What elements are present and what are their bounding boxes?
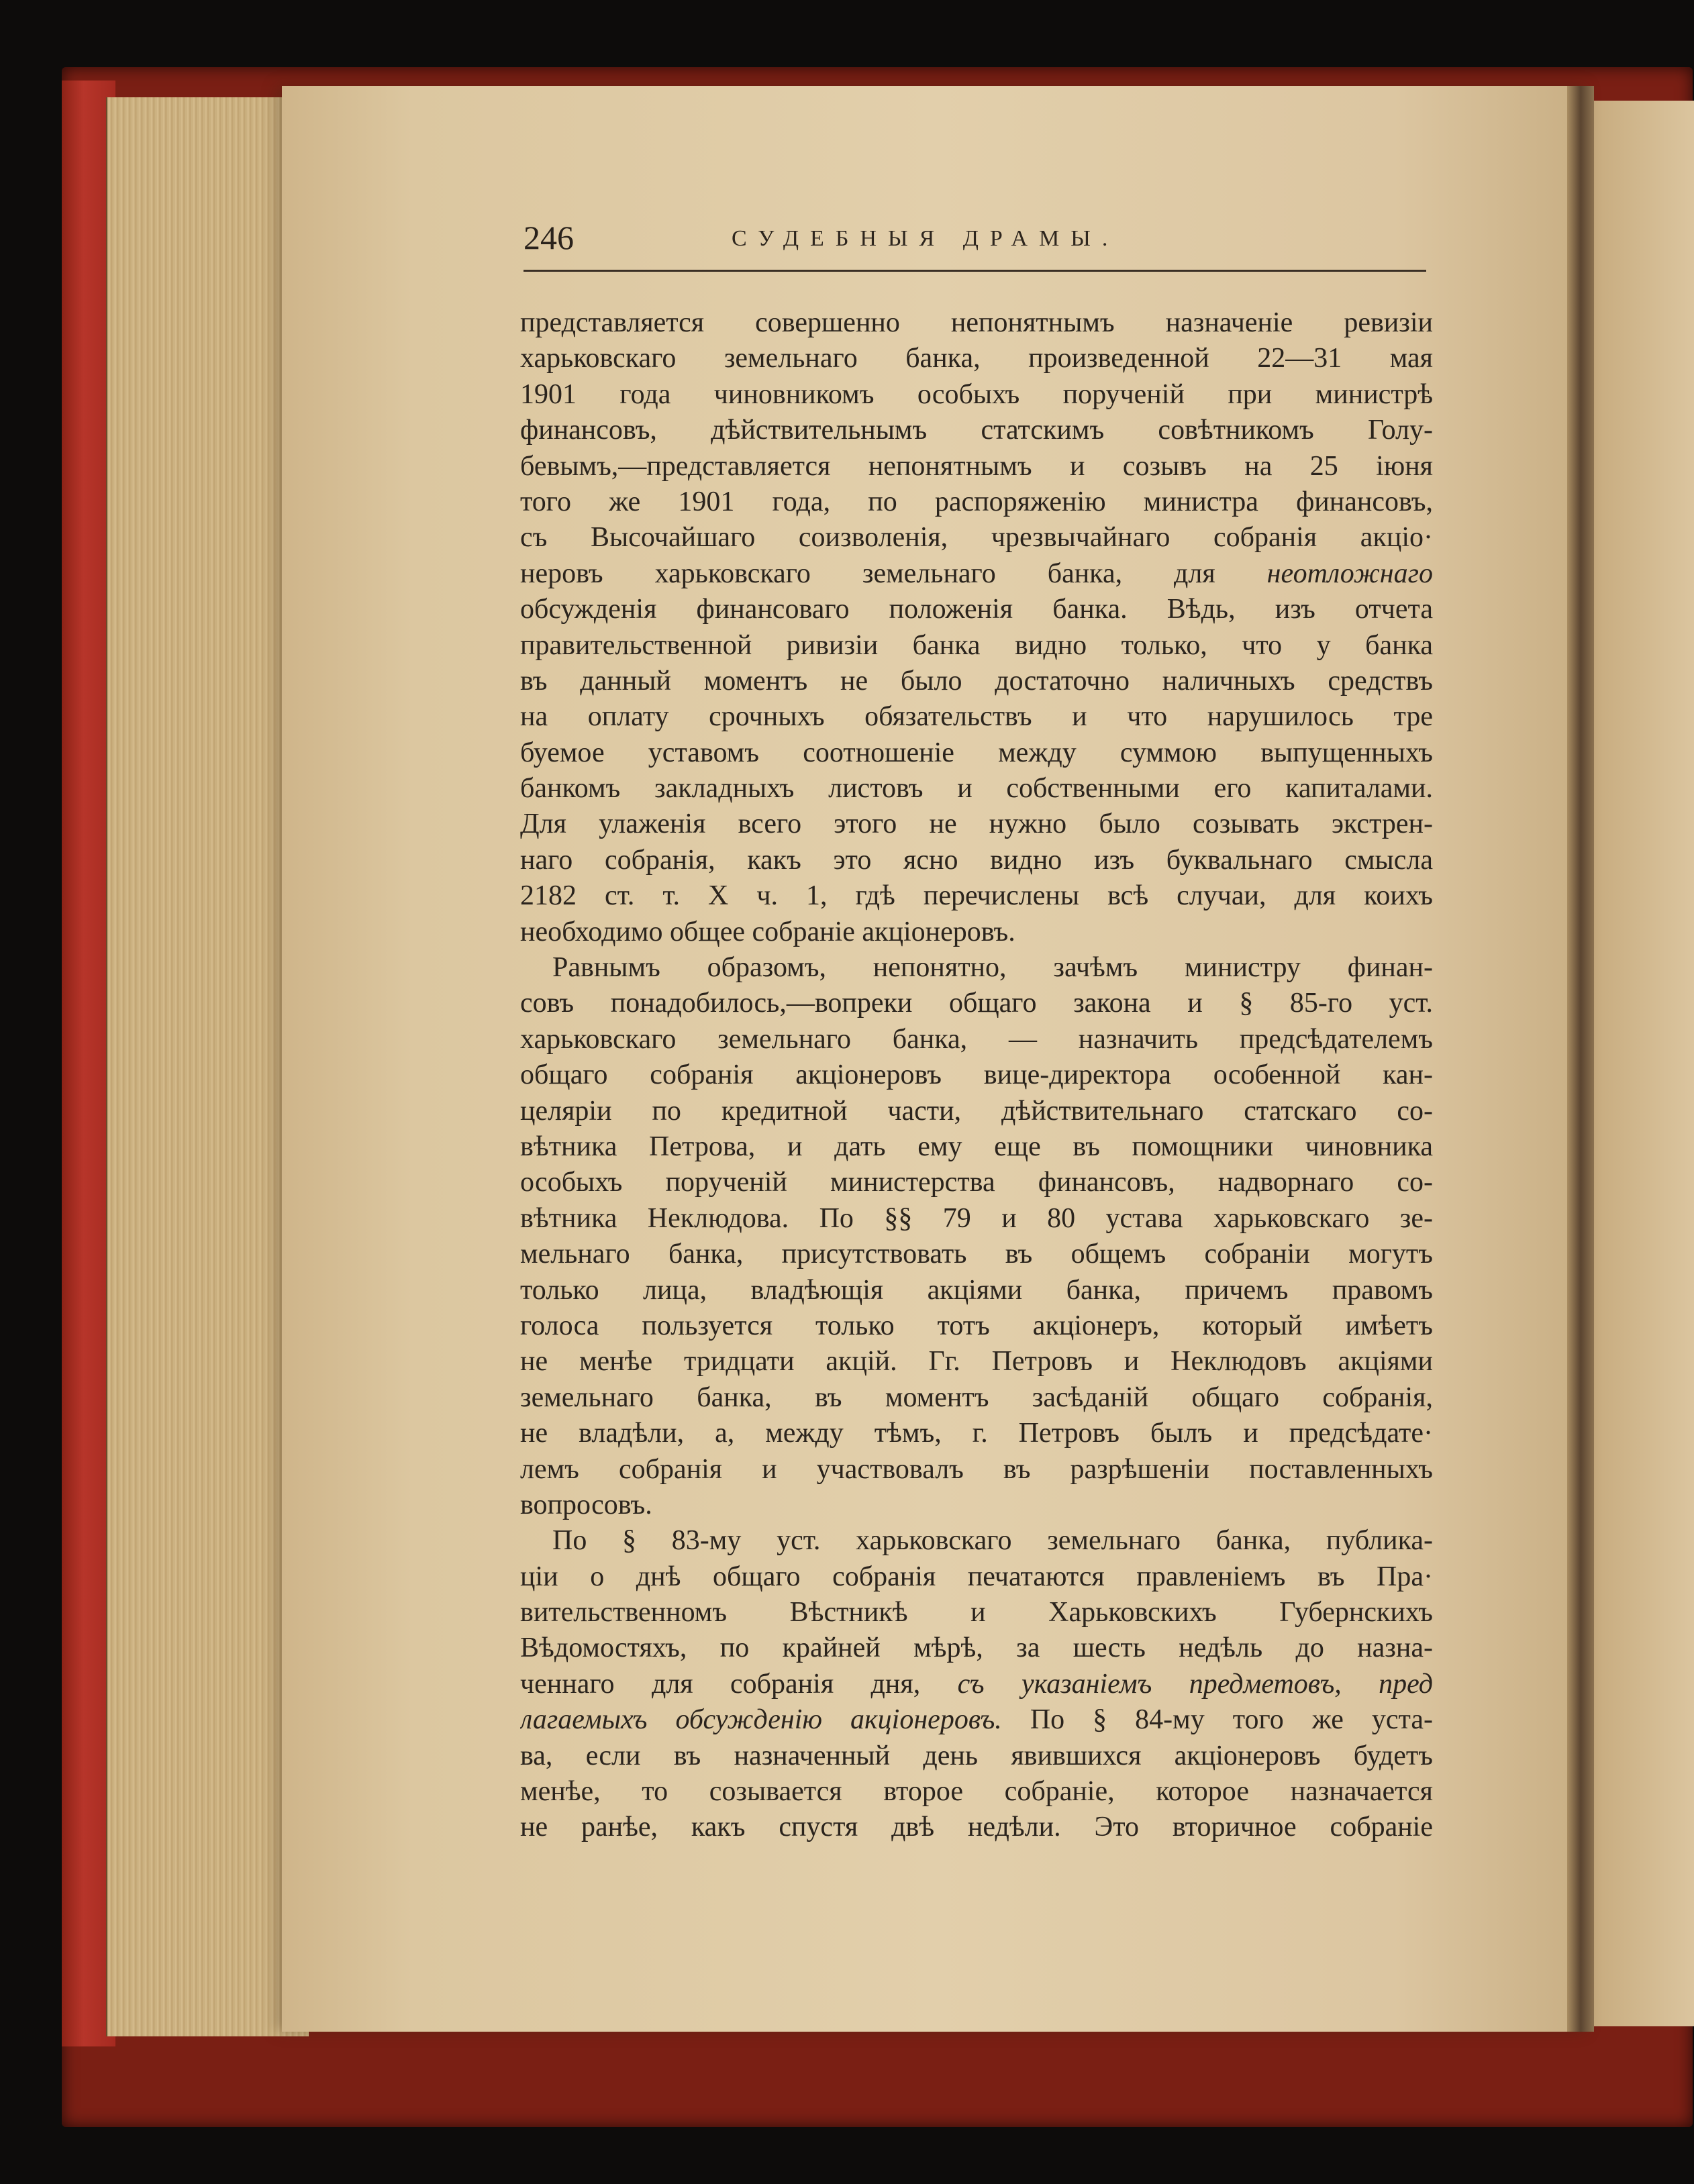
text-line — [520, 520, 1433, 556]
page-number: 246 — [524, 219, 574, 256]
text-line — [520, 1452, 1433, 1488]
text-line — [520, 1237, 1433, 1272]
line-text: земельнаго банка, въ моментъ засѣданій общаго собранія, — [520, 1382, 1433, 1413]
text-line — [520, 950, 1433, 986]
text-line — [520, 484, 1433, 520]
line-text: особыхъ порученій министерства финансовъ, надворнаго со- — [520, 1167, 1433, 1198]
text-line — [520, 915, 1433, 950]
line-text: вѣтника Петрова, и дать ему еще въ помощники чиновника — [520, 1131, 1433, 1162]
line-text: ва, если въ назначенный день явившихся акціонеровъ будетъ — [520, 1740, 1433, 1771]
text-line — [520, 1702, 1433, 1738]
text-line — [520, 699, 1433, 735]
text-line — [520, 1022, 1433, 1057]
text-line — [520, 628, 1433, 664]
line-text: совъ понадобилось,—вопреки общаго закона и § 85-го уст. — [520, 988, 1433, 1019]
text-line — [520, 1667, 1433, 1702]
text-line — [520, 1094, 1433, 1129]
italic-text: съ указаніемъ предметовъ, пред — [957, 1668, 1433, 1700]
line-text: Вѣдомостяхъ, по крайней мѣрѣ, за шесть недѣль до назна- — [520, 1632, 1433, 1664]
line-text: Для улаженія всего этого не нужно было созывать экстрен- — [520, 809, 1433, 840]
line-text: на оплату срочныхъ обязательствъ и что нарушилось тре — [520, 701, 1433, 733]
text-line — [520, 1416, 1433, 1451]
text-line — [520, 377, 1433, 413]
line-text: того же 1901 года, по распоряженію министра финансовъ, — [520, 486, 1433, 517]
running-title: СУДЕБНЫЯ ДРАМЫ. — [732, 226, 1119, 251]
text-line — [520, 1273, 1433, 1308]
text-line — [520, 843, 1433, 878]
line-text: 2182 ст. т. X ч. 1, гдѣ перечислены всѣ случаи, для коихъ — [520, 880, 1433, 912]
text-line — [520, 556, 1433, 592]
text-line — [520, 1344, 1433, 1380]
line-text: не ранѣе, какъ спустя двѣ недѣли. Это вторичное собраніе — [520, 1812, 1433, 1843]
line-text: наго собранія, какъ это ясно видно изъ буквальнаго смысла — [520, 844, 1433, 876]
line-text: ченнаго для собранія дня, — [520, 1668, 921, 1700]
text-line — [520, 664, 1433, 699]
line-text: бевымъ,—представляется непонятнымъ и созывъ на 25 іюня — [520, 450, 1433, 482]
text-line — [520, 1595, 1433, 1630]
text-line — [520, 878, 1433, 914]
line-text: представляется совершенно непонятнымъ назначеніе ревизіи — [520, 307, 1433, 338]
text-line — [520, 305, 1433, 341]
line-text: голоса пользуется только тотъ акціонеръ, который имѣетъ — [520, 1310, 1433, 1341]
page-header — [524, 218, 1426, 272]
facing-page — [1591, 101, 1694, 2026]
text-line — [520, 1630, 1433, 1666]
text-line — [520, 1057, 1433, 1093]
line-text: съ Высочайшаго соизволенія, чрезвычайнаго собранія акціо· — [520, 522, 1433, 554]
text-line — [520, 592, 1433, 627]
italic-text: неотложнаго — [1266, 558, 1433, 589]
text-line — [520, 1201, 1433, 1237]
text-line — [520, 449, 1433, 484]
line-text: неровъ харьковскаго земельнаго банка, для — [520, 558, 1215, 589]
book-gutter — [1567, 86, 1594, 2032]
text-line — [520, 341, 1433, 376]
text-line — [520, 1488, 1433, 1523]
line-text: финансовъ, дѣйствительнымъ статскимъ совѣтникомъ Голу- — [520, 415, 1433, 446]
line-text: вопросовъ. — [520, 1489, 652, 1520]
text-line — [520, 807, 1433, 842]
line-text: харьковскаго земельнаго банка, произведенной 22—31 мая — [520, 343, 1433, 374]
line-text: въ данный моментъ не было достаточно наличныхъ средствъ — [520, 665, 1433, 696]
line-text: ціи о днѣ общаго собранія печатаются правленіемъ въ Пра· — [520, 1561, 1433, 1592]
text-line — [520, 986, 1433, 1021]
line-text: правительственной ривизіи банка видно только, что у банка — [520, 629, 1433, 661]
line-text: необходимо общее собраніе акціонеровъ. — [520, 916, 1015, 947]
text-line — [520, 1308, 1433, 1344]
line-text: вѣтника Неклюдова. По §§ 79 и 80 устава харьковскаго зе- — [520, 1202, 1433, 1234]
line-text: целяріи по кредитной части, дѣйствительнаго статскаго со- — [520, 1095, 1433, 1127]
text-line — [520, 1165, 1433, 1200]
text-line — [520, 1380, 1433, 1416]
text-line — [520, 1523, 1433, 1559]
text-line — [520, 413, 1433, 448]
text-line — [520, 1738, 1433, 1774]
line-text: не менѣе тридцати акцій. Гг. Петровъ и Неклюдовъ акціями — [520, 1346, 1433, 1377]
line-text: Равнымъ образомъ, непонятно, зачѣмъ министру финан- — [552, 952, 1433, 984]
text-line — [520, 771, 1433, 807]
line-text: По § 84-му того же уста- — [1030, 1704, 1433, 1736]
body-text — [520, 305, 1433, 1846]
header-rule — [524, 270, 1426, 272]
text-line — [520, 1774, 1433, 1810]
text-line — [520, 1129, 1433, 1165]
line-text: обсужденія финансоваго положенія банка. Вѣдь, изъ отчета — [520, 594, 1433, 625]
text-line — [520, 735, 1433, 771]
italic-text: лагаемыхъ обсужденію акціонеровъ. — [520, 1704, 1002, 1736]
line-text: не владѣли, а, между тѣмъ, г. Петровъ былъ и предсѣдате· — [520, 1418, 1433, 1449]
line-text: банкомъ закладныхъ листовъ и собственными его капиталами. — [520, 773, 1433, 804]
line-text: буемое уставомъ соотношеніе между суммою выпущенныхъ — [520, 737, 1433, 768]
page-edges — [106, 97, 309, 2036]
line-text: харьковскаго земельнаго банка, — назначить предсѣдателемъ — [520, 1023, 1433, 1055]
line-text: только лица, владѣющія акціями банка, причемъ правомъ — [520, 1274, 1433, 1306]
line-text: менѣе, то созывается второе собраніе, которое назначается — [520, 1776, 1433, 1808]
text-line — [520, 1810, 1433, 1845]
line-text: мельнаго банка, присутствовать въ общемъ собраніи могутъ — [520, 1239, 1433, 1270]
line-text: общаго собранія акціонеровъ вице-директора особенной кан- — [520, 1059, 1433, 1091]
line-text: По § 83-му уст. харьковскаго земельнаго банка, публика- — [552, 1525, 1433, 1557]
line-text: лемъ собранія и участвовалъ въ разрѣшеніи поставленныхъ — [520, 1453, 1433, 1485]
line-text: вительственномъ Вѣстникѣ и Харьковскихъ Губернскихъ — [520, 1597, 1433, 1628]
line-text: 1901 года чиновникомъ особыхъ порученій при министрѣ — [520, 378, 1433, 410]
text-line — [520, 1559, 1433, 1595]
